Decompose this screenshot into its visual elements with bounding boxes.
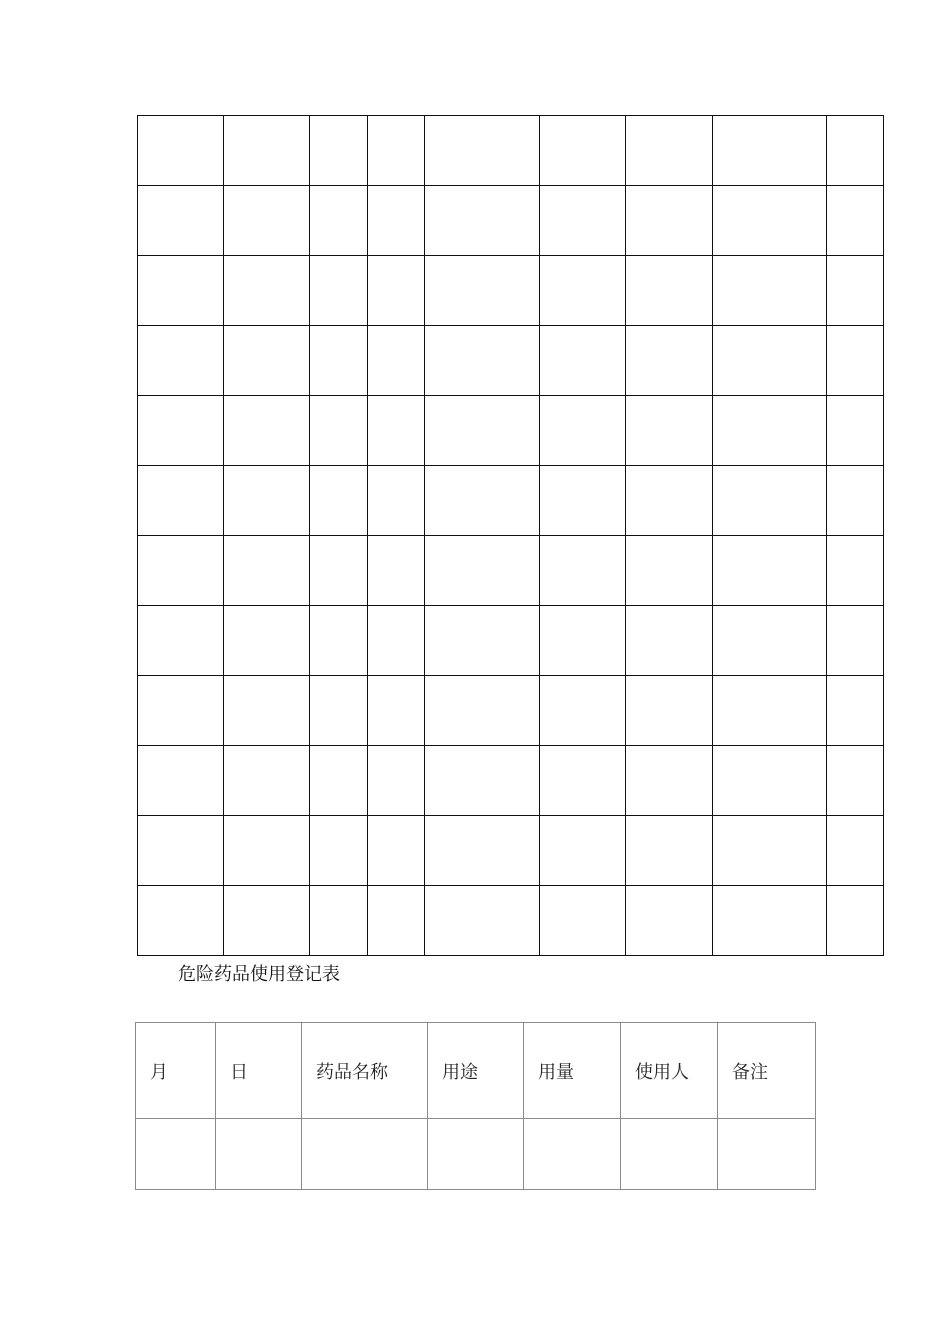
header-user: 使用人 — [621, 1023, 718, 1119]
grid-row — [138, 886, 884, 956]
grid-cell — [224, 536, 310, 606]
grid-cell — [224, 676, 310, 746]
grid-cell — [310, 256, 368, 326]
upper-blank-grid — [137, 115, 884, 956]
grid-cell — [827, 536, 884, 606]
grid-cell — [224, 116, 310, 186]
dangerous-drug-log-table — [135, 1022, 816, 1190]
grid-cell — [310, 186, 368, 256]
grid-row — [138, 186, 884, 256]
grid-cell — [713, 466, 827, 536]
grid-cell — [540, 676, 626, 746]
grid-cell — [827, 186, 884, 256]
grid-cell — [138, 536, 224, 606]
grid-cell — [425, 466, 540, 536]
grid-cell — [310, 816, 368, 886]
grid-cell — [310, 606, 368, 676]
grid-cell — [713, 606, 827, 676]
grid-cell — [827, 676, 884, 746]
grid-row — [138, 676, 884, 746]
grid-cell — [425, 116, 540, 186]
table-cell — [428, 1119, 524, 1190]
grid-row — [138, 326, 884, 396]
grid-cell — [368, 396, 425, 466]
grid-cell — [138, 326, 224, 396]
grid-row — [138, 116, 884, 186]
grid-cell — [425, 186, 540, 256]
grid-cell — [540, 116, 626, 186]
header-dosage: 用量 — [524, 1023, 621, 1119]
table-cell — [136, 1119, 216, 1190]
grid-cell — [310, 746, 368, 816]
grid-cell — [310, 466, 368, 536]
grid-cell — [310, 396, 368, 466]
grid-cell — [425, 746, 540, 816]
grid-cell — [827, 746, 884, 816]
grid-row — [138, 466, 884, 536]
grid-cell — [425, 676, 540, 746]
grid-cell — [310, 676, 368, 746]
grid-cell — [224, 606, 310, 676]
grid-cell — [368, 326, 425, 396]
grid-cell — [827, 886, 884, 956]
grid-cell — [224, 886, 310, 956]
grid-cell — [224, 326, 310, 396]
grid-cell — [540, 326, 626, 396]
upper-grid-body — [138, 116, 884, 956]
grid-cell — [540, 186, 626, 256]
grid-cell — [713, 886, 827, 956]
grid-cell — [224, 746, 310, 816]
grid-cell — [138, 396, 224, 466]
grid-cell — [540, 536, 626, 606]
grid-cell — [626, 816, 713, 886]
grid-cell — [827, 256, 884, 326]
grid-cell — [224, 186, 310, 256]
log-table-header-row — [136, 1023, 816, 1119]
grid-cell — [626, 676, 713, 746]
grid-cell — [368, 116, 425, 186]
grid-cell — [713, 396, 827, 466]
document-title: 危险药品使用登记表 — [178, 964, 340, 985]
grid-cell — [540, 466, 626, 536]
grid-cell — [368, 536, 425, 606]
table-row — [136, 1119, 816, 1190]
grid-cell — [138, 746, 224, 816]
grid-cell — [540, 886, 626, 956]
grid-cell — [310, 536, 368, 606]
grid-cell — [626, 536, 713, 606]
grid-cell — [138, 886, 224, 956]
grid-cell — [425, 256, 540, 326]
header-month: 月 — [136, 1023, 216, 1119]
grid-cell — [368, 676, 425, 746]
grid-row — [138, 396, 884, 466]
grid-row — [138, 536, 884, 606]
grid-cell — [138, 256, 224, 326]
grid-cell — [310, 326, 368, 396]
grid-cell — [827, 606, 884, 676]
grid-cell — [425, 536, 540, 606]
grid-cell — [827, 816, 884, 886]
grid-cell — [713, 116, 827, 186]
grid-cell — [540, 396, 626, 466]
grid-cell — [138, 186, 224, 256]
grid-cell — [713, 676, 827, 746]
grid-cell — [310, 116, 368, 186]
grid-row — [138, 746, 884, 816]
grid-row — [138, 816, 884, 886]
grid-cell — [138, 466, 224, 536]
grid-cell — [540, 256, 626, 326]
grid-row — [138, 606, 884, 676]
grid-cell — [713, 746, 827, 816]
grid-cell — [713, 816, 827, 886]
grid-cell — [368, 186, 425, 256]
table-cell — [621, 1119, 718, 1190]
grid-cell — [138, 676, 224, 746]
grid-cell — [713, 256, 827, 326]
grid-cell — [368, 466, 425, 536]
grid-row — [138, 256, 884, 326]
grid-cell — [138, 116, 224, 186]
grid-cell — [626, 116, 713, 186]
table-cell — [718, 1119, 816, 1190]
grid-cell — [368, 256, 425, 326]
header-day: 日 — [216, 1023, 302, 1119]
grid-cell — [425, 606, 540, 676]
grid-cell — [827, 396, 884, 466]
grid-cell — [138, 606, 224, 676]
grid-cell — [224, 816, 310, 886]
grid-cell — [224, 396, 310, 466]
grid-cell — [368, 746, 425, 816]
grid-cell — [540, 746, 626, 816]
table-cell — [524, 1119, 621, 1190]
grid-cell — [425, 396, 540, 466]
grid-cell — [626, 886, 713, 956]
grid-cell — [626, 606, 713, 676]
grid-cell — [626, 256, 713, 326]
grid-cell — [540, 816, 626, 886]
grid-cell — [713, 186, 827, 256]
table-cell — [216, 1119, 302, 1190]
grid-cell — [713, 536, 827, 606]
grid-cell — [425, 886, 540, 956]
grid-cell — [310, 886, 368, 956]
grid-cell — [368, 886, 425, 956]
grid-cell — [713, 326, 827, 396]
grid-cell — [368, 606, 425, 676]
grid-cell — [626, 746, 713, 816]
grid-cell — [827, 116, 884, 186]
grid-cell — [626, 396, 713, 466]
grid-cell — [224, 256, 310, 326]
grid-cell — [425, 326, 540, 396]
grid-cell — [626, 326, 713, 396]
grid-cell — [224, 466, 310, 536]
grid-cell — [626, 466, 713, 536]
grid-cell — [626, 186, 713, 256]
header-purpose: 用途 — [428, 1023, 524, 1119]
grid-cell — [138, 816, 224, 886]
grid-cell — [425, 816, 540, 886]
grid-cell — [827, 466, 884, 536]
grid-cell — [827, 326, 884, 396]
table-cell — [302, 1119, 428, 1190]
grid-cell — [368, 816, 425, 886]
header-remarks: 备注 — [718, 1023, 816, 1119]
header-drug-name: 药品名称 — [302, 1023, 428, 1119]
grid-cell — [540, 606, 626, 676]
